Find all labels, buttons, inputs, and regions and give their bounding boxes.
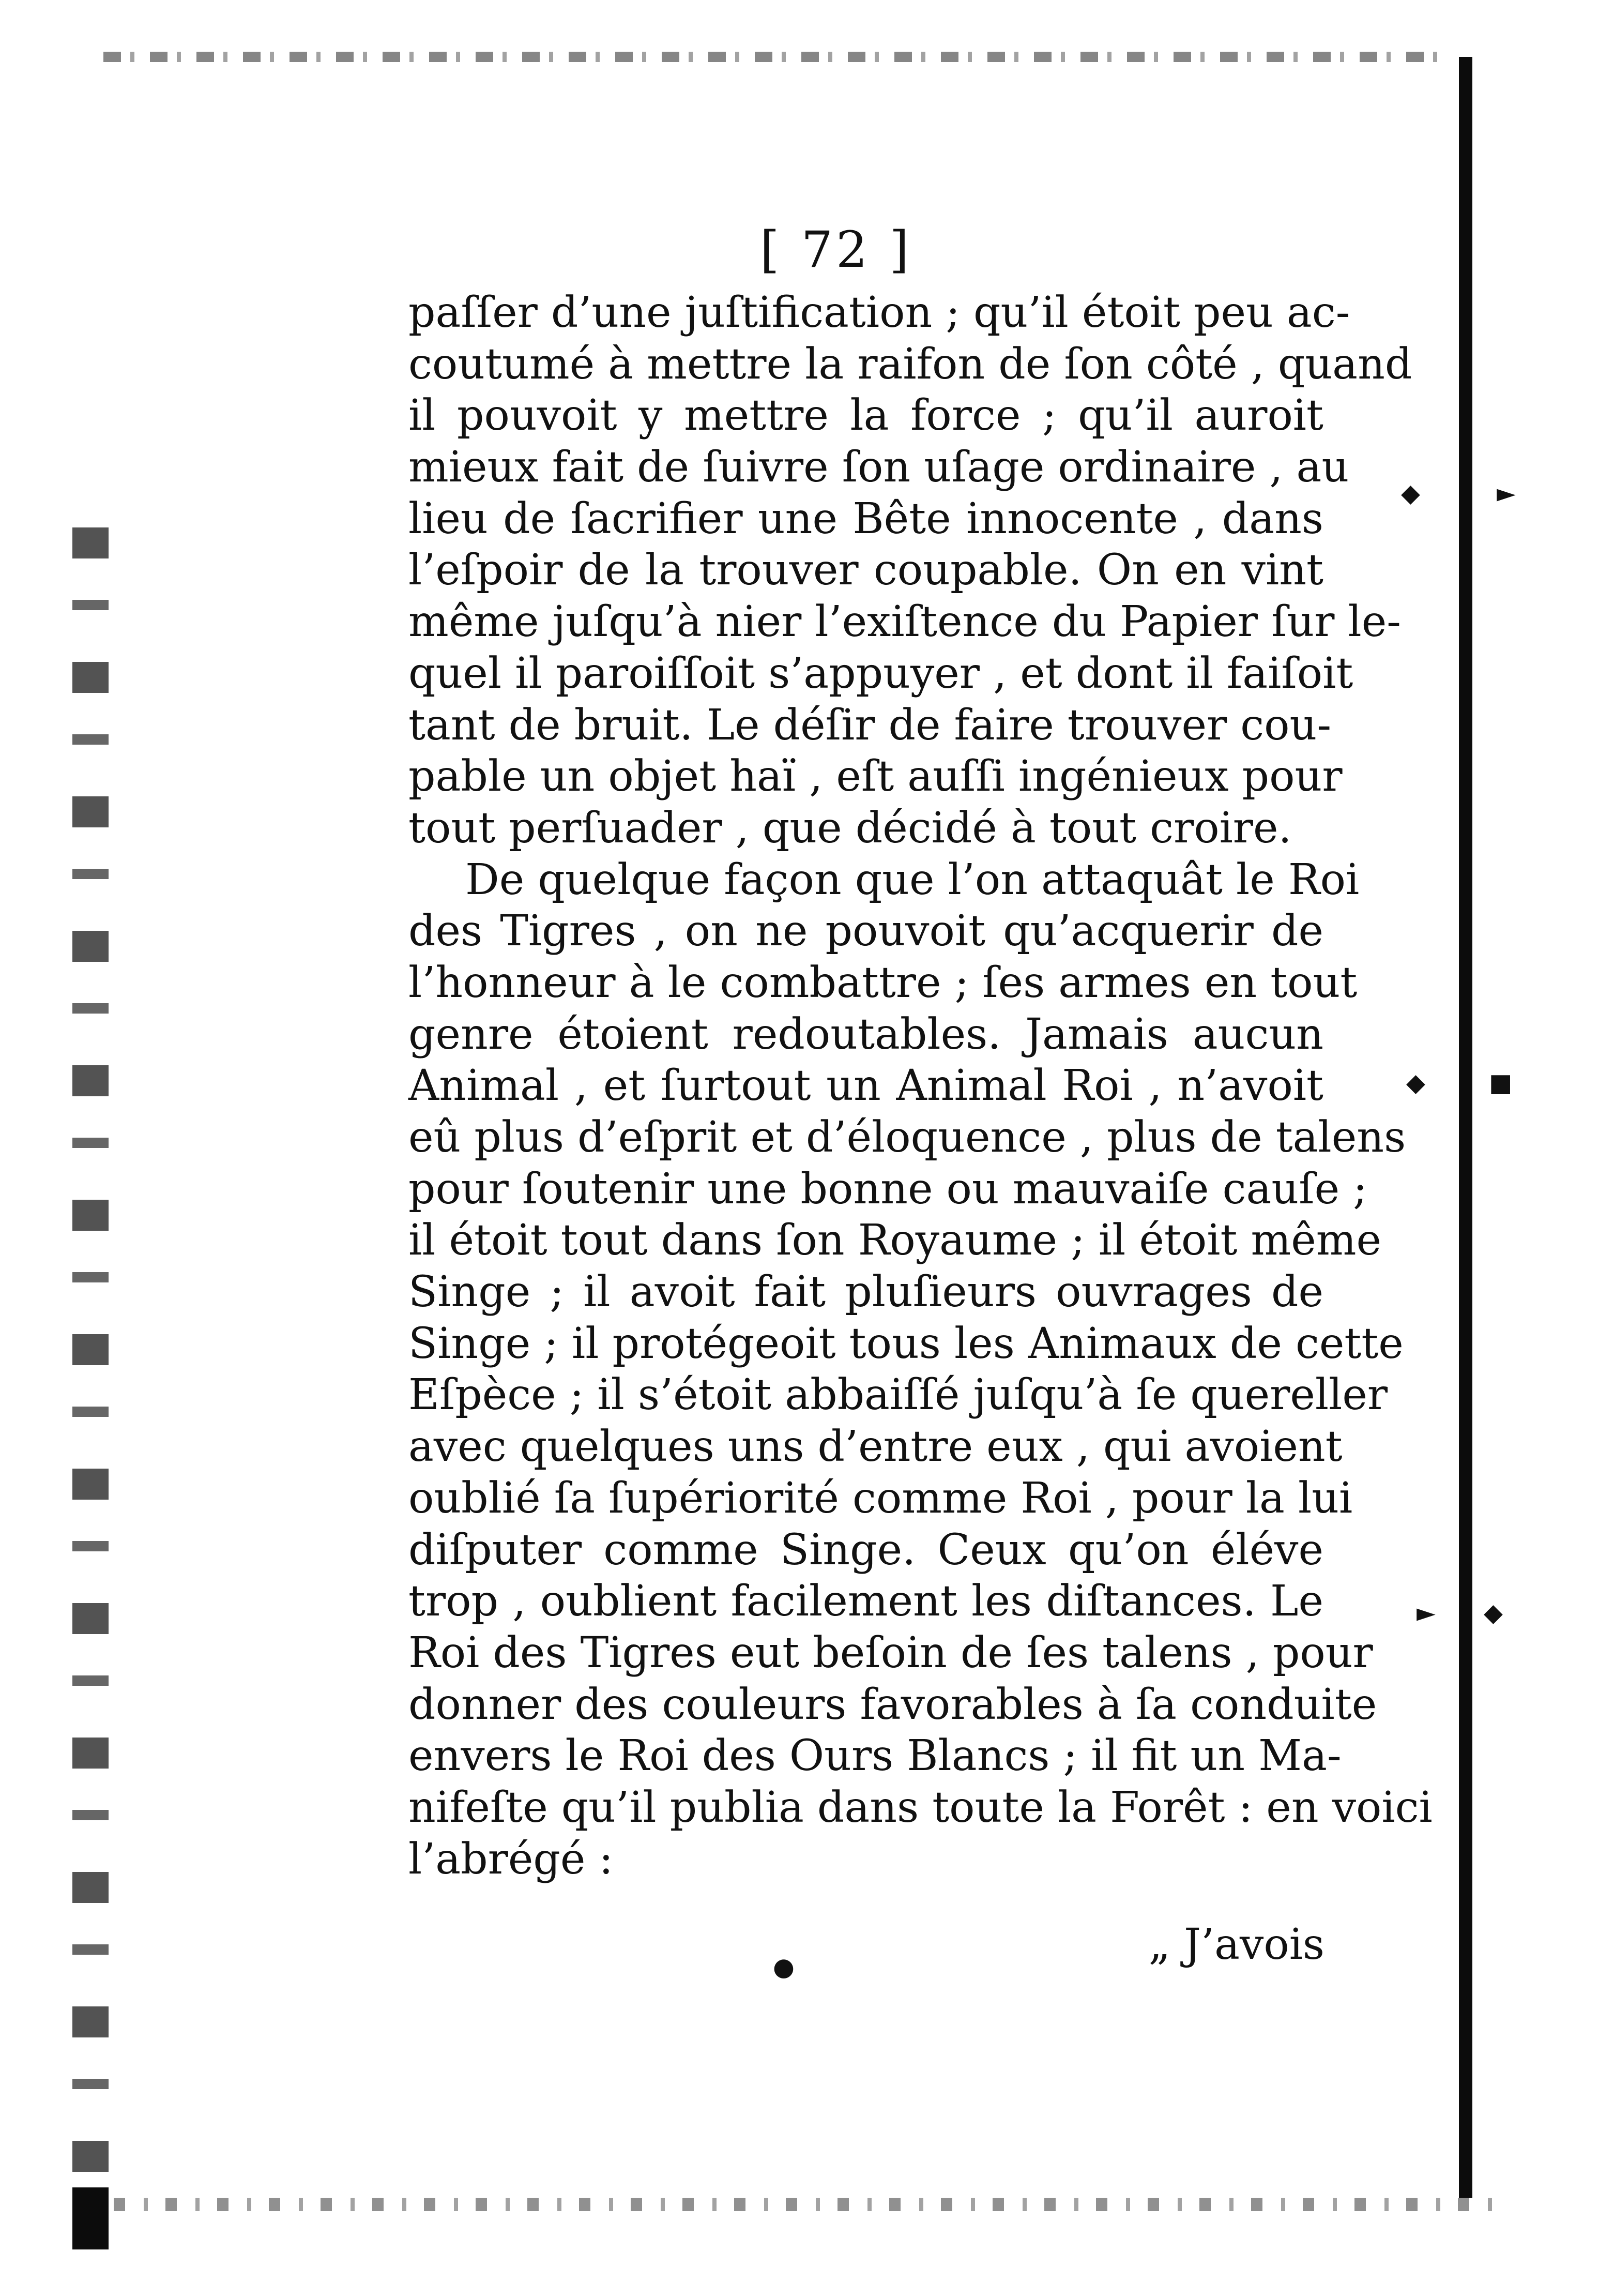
text-line: envers le Roi des Ours Blancs ; il fit un Ma- [408,1731,1342,1781]
text-line: Singe ; il avoit fait pluſieurs ouvrages de [408,1267,1323,1317]
text-line: diſputer comme Singe. Ceux qu’on éléve [408,1525,1323,1575]
top-edge-noise [103,52,1448,62]
text-line: pable un objet haï , eſt auſſi ingénieux pour [408,752,1343,802]
margin-speck: ◆ [1484,1598,1503,1627]
text-line: Animal , et ſurtout un Animal Roi , n’avoit [408,1061,1323,1111]
text-line: il étoit tout dans ſon Royaume ; il étoit même [408,1216,1382,1265]
text-line: l’eſpoir de la trouver coupable. On en vint [408,546,1323,595]
text-line: trop , oublient facilement les diſtances. Le [408,1577,1323,1626]
corner-shadow [72,2187,109,2249]
text-line: avec quelques uns d’entre eux , qui avoient [408,1422,1343,1472]
text-line: il pouvoit y mettre la force ; qu’il auroit [408,391,1323,441]
text-line: Singe ; il protégeoit tous les Animaux de cette [408,1319,1404,1368]
text-line: coutumé à mettre la raifon de ſon côté , quand [408,339,1412,389]
margin-speck: ► [1417,1598,1436,1627]
text-line: oublié ſa ſupériorité comme Roi , pour la lui [408,1473,1353,1523]
body-text [408,287,1433,1885]
page-number: [ 72 ] [760,221,912,279]
margin-speck: ◆ [1406,1068,1425,1097]
text-line: donner des couleurs favorables à ſa conduite [408,1680,1377,1729]
bottom-edge-noise [114,2198,1510,2211]
text-line: quel il paroiſſoit s’appuyer , et dont il faiſoit [408,648,1353,698]
text-line: tout perſuader , que décidé à tout croire. [408,803,1292,853]
text-line: l’honneur à le combattre ; ſes armes en tout [408,958,1358,1007]
margin-speck: ► [1497,479,1516,508]
margin-speck: ● [773,1953,795,1982]
text-line: mieux fait de ſuivre ſon uſage ordinaire , au [408,443,1349,492]
catchword: „ J’avois [1148,1920,1324,1969]
text-line: pour ſoutenir une bonne ou mauvaiſe cauſe ; [408,1164,1367,1214]
text-line: De quelque façon que l’on attaquât le Roi [465,855,1360,904]
text-line: tant de bruit. Le déſir de faire trouver cou- [408,700,1332,750]
left-margin-marks [72,527,109,2172]
text-line: Eſpèce ; il s’étoit abbaiſſé juſqu’à ſe quereller [408,1370,1388,1420]
text-line: genre étoient redoutables. Jamais aucun [408,1009,1323,1059]
text-line: nifeſte qu’il publia dans toute la Forêt : en voici [408,1783,1433,1832]
text-line: même juſqu’à nier l’exiſtence du Papier ſur le- [408,597,1401,647]
margin-speck: ◆ [1401,479,1420,508]
text-line: paſſer d’une juſtification ; qu’il étoit peu ac- [408,288,1350,337]
margin-speck: ■ [1489,1068,1513,1097]
text-line: eû plus d’eſprit et d’éloquence , plus de talens [408,1113,1406,1162]
text-line: des Tigres , on ne pouvoit qu’acquerir de [408,907,1323,956]
text-line: l’abrégé : [408,1834,614,1884]
text-line: Roi des Tigres eut beſoin de ſes talens , pour [408,1628,1373,1678]
text-line: lieu de ſacrifier une Bête innocente , dans [408,494,1323,543]
binding-shadow [1459,57,1472,2198]
